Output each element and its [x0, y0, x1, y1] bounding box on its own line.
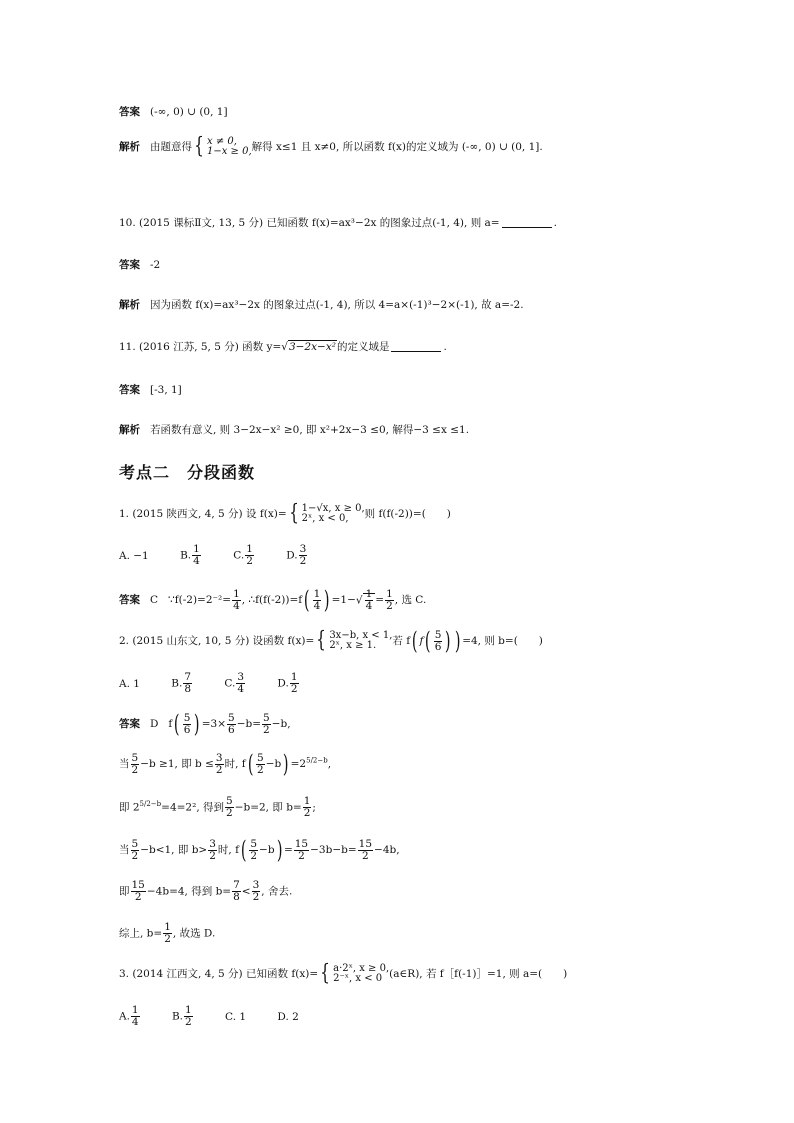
- denominator: 2: [131, 891, 146, 903]
- answer-blank: [391, 351, 441, 352]
- fraction: [227, 713, 236, 736]
- s3-question: [119, 963, 567, 985]
- option-c-label: C.: [233, 549, 245, 562]
- fraction: [249, 839, 258, 862]
- fraction: [225, 796, 234, 819]
- s3-cases: [333, 964, 389, 984]
- option-b-label: B.: [171, 677, 183, 690]
- q11-analysis: 若函数有意义, 则 3−2x−x² ≥0, 即 x²+2x−3 ≤0, 解得−3 ≤x ≤1.: [150, 424, 470, 436]
- numerator: 1: [313, 587, 321, 600]
- p9-case1: x ≠ 0,: [207, 136, 237, 147]
- left-paren: (: [411, 627, 418, 655]
- answer-label: 答案: [119, 718, 140, 730]
- denominator: 2: [209, 849, 216, 862]
- option-b: [171, 672, 193, 695]
- option-a-text: A. −1: [119, 549, 149, 562]
- fraction: [192, 544, 201, 567]
- s3-options: [119, 1005, 327, 1028]
- numerator: 1: [365, 587, 373, 600]
- left-brace: {: [288, 501, 299, 526]
- p9-cases: [207, 137, 252, 157]
- s2-l2c: 时, f: [224, 758, 246, 770]
- denominator: 2: [299, 555, 307, 567]
- fraction: [365, 589, 374, 612]
- right-paren: ): [445, 627, 451, 655]
- fraction: [303, 796, 312, 819]
- s2-l6b: , 故选 D.: [172, 927, 216, 940]
- fraction: [183, 672, 192, 695]
- left-brace: {: [316, 628, 327, 653]
- analysis-label: 解析: [119, 424, 140, 436]
- s2-l2d: =2: [290, 758, 307, 770]
- numerator: 1: [386, 587, 393, 600]
- q10-text: 10. (2015 课标Ⅱ文, 13, 5 分) 已知函数 f(x)=ax³−2x 的图象过点(-1, 4), 则 a=: [119, 217, 500, 229]
- q11-analysis-line: [119, 423, 469, 437]
- numerator: 1: [233, 587, 240, 600]
- p9-analysis-line: [119, 136, 543, 158]
- s2-l3d: ;: [312, 801, 316, 814]
- numerator: 3: [215, 751, 223, 764]
- right-paren: ): [454, 627, 461, 655]
- fraction: [313, 589, 322, 612]
- numerator: 1: [164, 921, 171, 933]
- numerator: 5: [257, 751, 264, 764]
- fraction: $\frac{15}{2}$: [294, 837, 309, 862]
- denominator: 2: [215, 763, 223, 776]
- denominator: 4: [193, 555, 200, 567]
- option-c: [225, 1010, 246, 1024]
- s1-answer-line: [119, 588, 426, 612]
- s2-l5a: 即: [119, 885, 130, 898]
- option-c: [224, 672, 246, 695]
- fraction: [232, 589, 241, 612]
- numerator: 1: [246, 543, 253, 555]
- s1-question: [119, 503, 451, 525]
- fraction: [215, 753, 224, 776]
- denominator: 2: [263, 723, 270, 736]
- s1-pre: 1. (2015 陕西文, 4, 5 分) 设 f(x)=: [119, 508, 287, 520]
- s2-step6: [119, 922, 215, 945]
- fraction: [131, 753, 140, 776]
- s2-step5: [119, 880, 292, 903]
- s2-l1a: f: [168, 718, 173, 730]
- numerator: 5: [183, 711, 191, 724]
- s3-case2: 2⁻ˣ, x < 0: [333, 973, 383, 984]
- option-c-text: C. 1: [225, 1010, 247, 1023]
- s1-cases: [302, 504, 365, 524]
- s2-l1b: =3×: [201, 718, 227, 730]
- left-paren: (: [425, 627, 431, 655]
- q11-question: [119, 340, 447, 354]
- s2-l3a: 即 2: [119, 801, 140, 814]
- denominator: 4: [131, 1016, 139, 1028]
- s2-l2e: ,: [327, 758, 332, 770]
- option-d: [277, 1010, 298, 1024]
- denominator: 2: [358, 850, 373, 862]
- numerator: 1: [193, 543, 200, 555]
- exponent: 5/2−b: [139, 800, 162, 808]
- q11-tail: .: [443, 341, 447, 353]
- numerator: 1: [131, 1004, 139, 1016]
- option-c: [233, 544, 255, 567]
- s2-step4: 当 $\frac{5}{2}$ −b<1, 即 b> $\frac{3}{2}$ 时, f( $\frac{5}{2}$ −b) = $\frac{15}{2}$ −3b−b= $\frac{15}{2}$ −4b,: [119, 836, 400, 864]
- denominator: 4: [233, 599, 240, 612]
- option-b-label: B.: [180, 549, 192, 562]
- q10-answer: -2: [150, 259, 161, 271]
- s2-options: [119, 672, 328, 695]
- left-brace: {: [320, 961, 331, 986]
- left-brace: {: [194, 134, 204, 159]
- s2-l1d: −b,: [271, 718, 291, 730]
- q10-analysis: 因为函数 f(x)=ax³−2x 的图象过点(-1, 4), 所以 4=a×(-1)³−2×(-1), 故 a=-2.: [150, 299, 524, 311]
- numerator: 3: [237, 671, 245, 683]
- left-paren: (: [304, 586, 310, 614]
- right-paren: ): [324, 586, 330, 614]
- q11-post: 的定义域是: [336, 341, 390, 353]
- numerator: 5: [263, 711, 270, 724]
- p9-analysis-post: 解得 x≤1 且 x≠0, 所以函数 f(x)的定义域为 (-∞, 0) ∪ (0, 1].: [251, 141, 543, 153]
- option-a-label: A.: [119, 1010, 130, 1023]
- denominator: 2: [386, 599, 393, 612]
- denominator: 2: [131, 849, 139, 862]
- s2-l2a: 当: [119, 758, 130, 770]
- s2-l5d: , 舍去.: [261, 885, 293, 898]
- numerator: 7: [184, 671, 192, 683]
- s2-l4f: −4b,: [374, 844, 400, 856]
- s1-options: [119, 544, 336, 567]
- s1-case1: 1−√x, x ≥ 0,: [301, 503, 365, 514]
- s1-step4: =1−: [331, 594, 356, 606]
- fraction: [163, 922, 172, 945]
- option-a: [119, 549, 149, 563]
- s1-step6: =: [375, 594, 385, 606]
- q10-tail: .: [553, 217, 557, 229]
- denominator: 2: [131, 763, 139, 776]
- numerator: 5: [226, 795, 233, 807]
- denominator: 2: [290, 683, 298, 695]
- s2-pre: 2. (2015 山东文, 10, 5 分) 设函数 f(x)=: [119, 635, 315, 647]
- s1-step2: , ∴f(f(-2))=f: [241, 594, 303, 606]
- numerator: 3: [299, 543, 307, 555]
- answer-blank: [502, 227, 552, 228]
- s2-l4a: 当: [119, 844, 130, 856]
- option-d-text: D. 2: [277, 1010, 299, 1023]
- option-d: [277, 672, 299, 695]
- answer-label: 答案: [119, 106, 140, 118]
- denominator: 2: [250, 849, 258, 862]
- fraction: [232, 880, 241, 903]
- fraction: $\frac{15}{2}$: [358, 837, 373, 862]
- denominator: 4: [365, 599, 373, 612]
- s2-l4d: =: [283, 844, 293, 856]
- s2-l3c: −b=2, 即 b=: [234, 801, 302, 814]
- s1-post: 则 f(f(-2))=( ): [364, 508, 451, 520]
- option-d: [286, 544, 308, 567]
- fraction: [385, 589, 394, 612]
- fraction: [184, 1005, 193, 1028]
- s2-l5b: −4b=4, 得到 b=: [146, 885, 232, 898]
- fraction: [290, 672, 299, 695]
- numerator: 1: [290, 671, 298, 683]
- s2-l6a: 综上, b=: [119, 927, 163, 940]
- q11-radicand: 3−2x−x²: [288, 341, 336, 353]
- answer-label: 答案: [119, 594, 140, 606]
- s3-pre: 3. (2014 江西文, 4, 5 分) 已知函数 f(x)=: [119, 968, 319, 980]
- analysis-label: 解析: [119, 141, 140, 153]
- denominator: 2: [303, 807, 311, 819]
- fraction: [252, 880, 261, 903]
- s2-l2b: −b ≥1, 即 b ≤: [140, 758, 214, 770]
- fraction: [262, 713, 271, 736]
- numerator: 5: [250, 837, 258, 850]
- numerator: 5: [434, 628, 442, 641]
- s2-l3b: =4=2², 得到: [161, 801, 224, 814]
- option-d-label: D.: [286, 549, 298, 562]
- s2-answer-line: 答案 D f( $\frac{5}{6}$ ) =3× $\frac{5}{6}$ −b= $\frac{5}{2}$ −b,: [119, 710, 291, 738]
- denominator: 2: [294, 850, 309, 862]
- fraction: [131, 839, 140, 862]
- denominator: 6: [434, 640, 442, 653]
- section-title: 考点二 分段函数: [119, 463, 256, 482]
- answer-label: 答案: [119, 259, 140, 271]
- fraction: [131, 1005, 140, 1028]
- denominator: 6: [183, 723, 191, 736]
- numerator: 3: [252, 879, 260, 891]
- q11-answer-line: [119, 383, 182, 397]
- s2-cases: [329, 631, 392, 651]
- denominator: 2: [164, 933, 171, 945]
- p9-answer: (-∞, 0) ∪ (0, 1]: [150, 106, 228, 118]
- analysis-label: 解析: [119, 299, 140, 311]
- p9-answer-line: [119, 105, 228, 119]
- sqrt-sign: √3−2x−x²: [281, 341, 336, 353]
- s2-post: =4, 则 b=( ): [462, 635, 543, 647]
- fraction: [236, 672, 245, 695]
- s1-case2: 2ˣ, x < 0,: [301, 513, 349, 524]
- s2-l4c: 时, f: [217, 844, 239, 856]
- option-b-label: B.: [171, 1010, 184, 1023]
- numerator: 1: [185, 1004, 192, 1016]
- p9-case2: 1−x ≥ 0,: [207, 146, 252, 157]
- denominator: 2: [226, 807, 233, 819]
- fraction: [256, 753, 265, 776]
- s3-post: (a∈R), 若 f［f(-1)］=1, 则 a=( ): [389, 968, 568, 980]
- q11-answer: [-3, 1]: [150, 384, 182, 396]
- denominator: 2: [185, 1016, 192, 1028]
- fraction: $\frac{15}{2}$: [131, 879, 145, 903]
- fraction: [434, 630, 443, 653]
- s2-l1c: −b=: [236, 718, 262, 730]
- denominator: 8: [233, 891, 240, 903]
- s2-step3: [119, 796, 316, 819]
- fraction: [208, 839, 217, 862]
- q10-analysis-line: [119, 298, 524, 312]
- s2-l4b: −b<1, 即 b>: [140, 844, 208, 856]
- option-a: [119, 677, 140, 691]
- denominator: 6: [228, 723, 235, 736]
- option-c-label: C.: [224, 677, 236, 690]
- s2-case2: 2ˣ, x ≥ 1.: [329, 640, 377, 651]
- denominator: 2: [252, 891, 260, 903]
- numerator: 5: [131, 751, 139, 764]
- s1-step1: ∵f(-2)=2⁻²=: [168, 594, 232, 606]
- s2-answer-letter: D: [150, 718, 159, 730]
- s2-step2: 当 $\frac{5}{2}$ −b ≥1, 即 b ≤ $\frac{3}{2}$ 时, f( $\frac{5}{2}$ $-b) =2^{5/2-b}$,: [119, 750, 332, 778]
- fraction: [299, 544, 308, 567]
- denominator: 8: [184, 683, 192, 695]
- s1-answer-letter: C: [150, 594, 159, 606]
- numerator: 5: [131, 837, 139, 850]
- option-d-label: D.: [277, 677, 289, 690]
- denominator: 4: [237, 683, 245, 695]
- sqrt-sign: √ $\frac{1}{4}$: [356, 589, 375, 612]
- exponent: 5/2−b: [306, 756, 328, 765]
- numerator: 1: [303, 795, 311, 807]
- q11-pre: 11. (2016 江苏, 5, 5 分) 函数 y=: [119, 341, 282, 353]
- option-b: [172, 1005, 194, 1028]
- s2-l4e: −3b−b=: [310, 844, 357, 856]
- s1-step8: , 选 C.: [394, 594, 427, 606]
- denominator: 2: [257, 763, 264, 776]
- q10-answer-line: [119, 258, 160, 272]
- answer-label: 答案: [119, 384, 140, 396]
- denominator: 2: [246, 555, 253, 567]
- denominator: 4: [313, 599, 321, 612]
- s2-case1: 3x−b, x < 1,: [329, 630, 393, 641]
- numerator: 7: [233, 879, 240, 891]
- option-a-text: A. 1: [119, 677, 140, 690]
- fraction: [245, 544, 254, 567]
- s2-mid: 若 f: [392, 635, 411, 647]
- p9-analysis-pre: 由题意得: [150, 141, 192, 153]
- s3-case1: a·2ˣ, x ≥ 0,: [333, 963, 390, 974]
- q10-question: [119, 216, 557, 230]
- s2-question: 2. (2015 山东文, 10, 5 分) 设函数 f(x)={ 3x−b, x < 1, 2ˣ, x ≥ 1. 若 f( f( $\frac{5}{6}$ ) ) =4, 则 b=( ): [119, 627, 543, 655]
- option-b: [180, 544, 202, 567]
- numerator: 3: [209, 837, 216, 850]
- numerator: 5: [228, 711, 235, 724]
- option-a: [119, 1005, 141, 1028]
- s2-l5c: <: [241, 885, 251, 898]
- fraction: [183, 713, 192, 736]
